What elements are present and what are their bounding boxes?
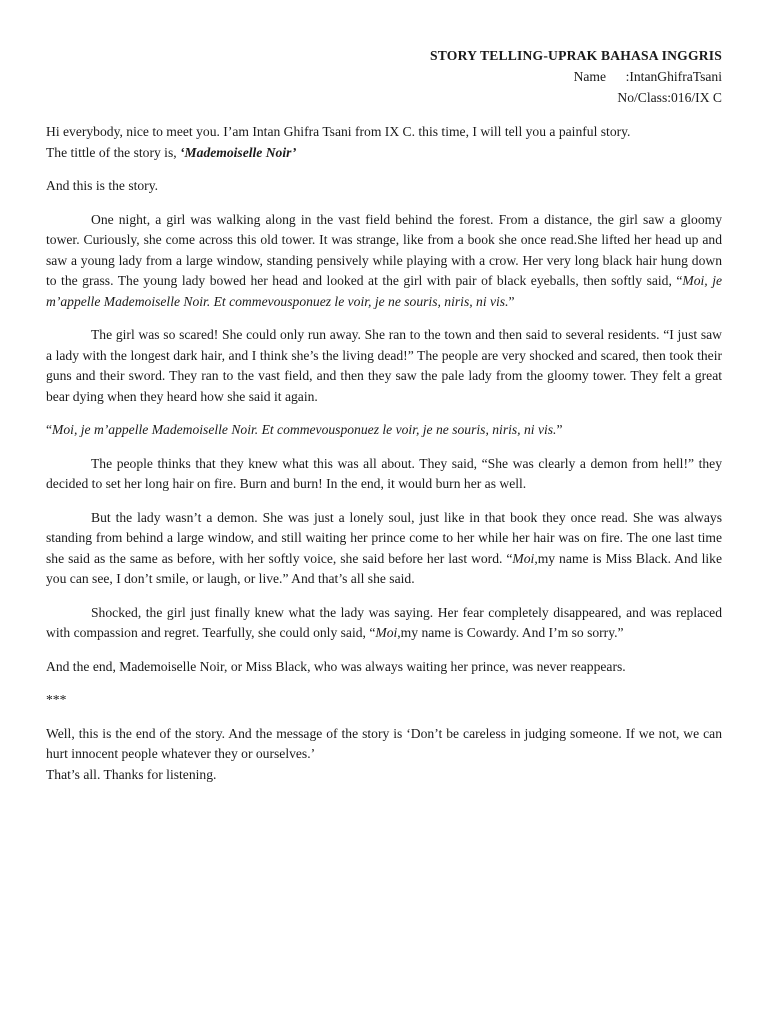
name-label: Name xyxy=(573,69,607,84)
closing-paragraph: Well, this is the end of the story. And the message of the story is ‘Don’t be careless in judging someone. If we not, we can hurt innocent people whatever they or ourselves.’ xyxy=(46,725,722,761)
story-lead-in: And this is the story. xyxy=(46,178,159,193)
paragraph-5-text: Shocked, the girl just finally knew what the lady was saying. Her fear completely disappeared, and was replaced with compassion and regret. Tearfully, she could only said, “ xyxy=(46,604,722,640)
paragraph-3: The people thinks that they knew what this was all about. They said, “She was clearly a demon from hell!” they decided to set her long hair on fire. Burn and burn! In the end, it would burn her as well. xyxy=(46,455,722,491)
section-separator: *** xyxy=(46,692,67,707)
paragraph-1 xyxy=(46,210,722,313)
quote-close: ” xyxy=(556,422,563,437)
paragraph-2: The girl was so scared! She could only run away. She ran to the town and then said to several residents. “I just saw a lady with the longest dark hair, and I think she’s the living dead!” The people are very shocked and scared, then took their guns and their sword. They ran to the vast field, and then they saw the pale lady from the gloomy tower. They felt a great bear dying when they heard how she said it again. xyxy=(46,327,722,404)
intro-line: Hi everybody, nice to meet you. I’am Intan Ghifra Tsani from IX C. this time, I will tell you a painful story. xyxy=(46,124,631,139)
intro-paragraph xyxy=(46,122,722,163)
french-quote-2: Moi, je m’appelle Mademoiselle Noir. Et commevousponuez le voir, je ne souris, niris, ni vis. xyxy=(52,422,557,437)
story-title: ‘Mademoiselle Noir’ xyxy=(180,144,297,160)
paragraph-1-text: One night, a girl was walking along in the vast field behind the forest. From a distance, the girl saw a gloomy tower. Curiously, she come across this old tower. It was strange, like from a book she once read.She lifted her head up and saw a young lady from a large window, standing pensively while playing with a crow. Her very long black hair hung down to the grass. The young lady bowed her head and looked at the girl with pair of black eyeballs, then softly said, “ xyxy=(46,211,722,288)
paragraph-4-rest: ,my name is Miss Black. And like you can see, I don’t smile, or laugh, or live.” And that’s all she said. xyxy=(46,550,722,586)
paragraph-5-rest: ,my name is Cowardy. And I’m so sorry.” xyxy=(397,625,624,640)
paragraph-4-moi: Moi xyxy=(512,550,535,566)
document-title: STORY TELLING-UPRAK BAHASA INGGRIS xyxy=(430,48,722,63)
paragraph-4 xyxy=(46,508,722,590)
french-quote-line xyxy=(46,420,722,441)
paragraph-5 xyxy=(46,603,722,644)
author-name-line xyxy=(574,67,722,88)
story-body xyxy=(46,122,722,785)
paragraph-1-close: ” xyxy=(508,293,515,309)
thanks-line: That’s all. Thanks for listening. xyxy=(46,766,217,782)
ending-line: And the end, Mademoiselle Noir, or Miss Black, who was always waiting her prince, was never reappears. xyxy=(46,658,626,674)
intro-title-prefix: The tittle of the story is, xyxy=(46,144,181,160)
name-value: :IntanGhifraTsani xyxy=(625,69,722,84)
class-line: No/Class:016/IX C xyxy=(617,90,722,105)
french-quote-1: Moi, je m’appelle Mademoiselle Noir. Et commevousponuez le voir, je ne souris, niris, ni vis. xyxy=(46,273,722,309)
quote-open: “ xyxy=(46,422,53,437)
paragraph-5-moi: Moi xyxy=(375,625,398,640)
paragraph-4-text: But the lady wasn’t a demon. She was just a lonely soul, just like in that book they once read. She was always standing from behind a large window, and still waiting her prince come to her while her hair was on fire. The one last time she said as the same as before, with her softly voice, she said before her last word. “ xyxy=(46,509,722,566)
